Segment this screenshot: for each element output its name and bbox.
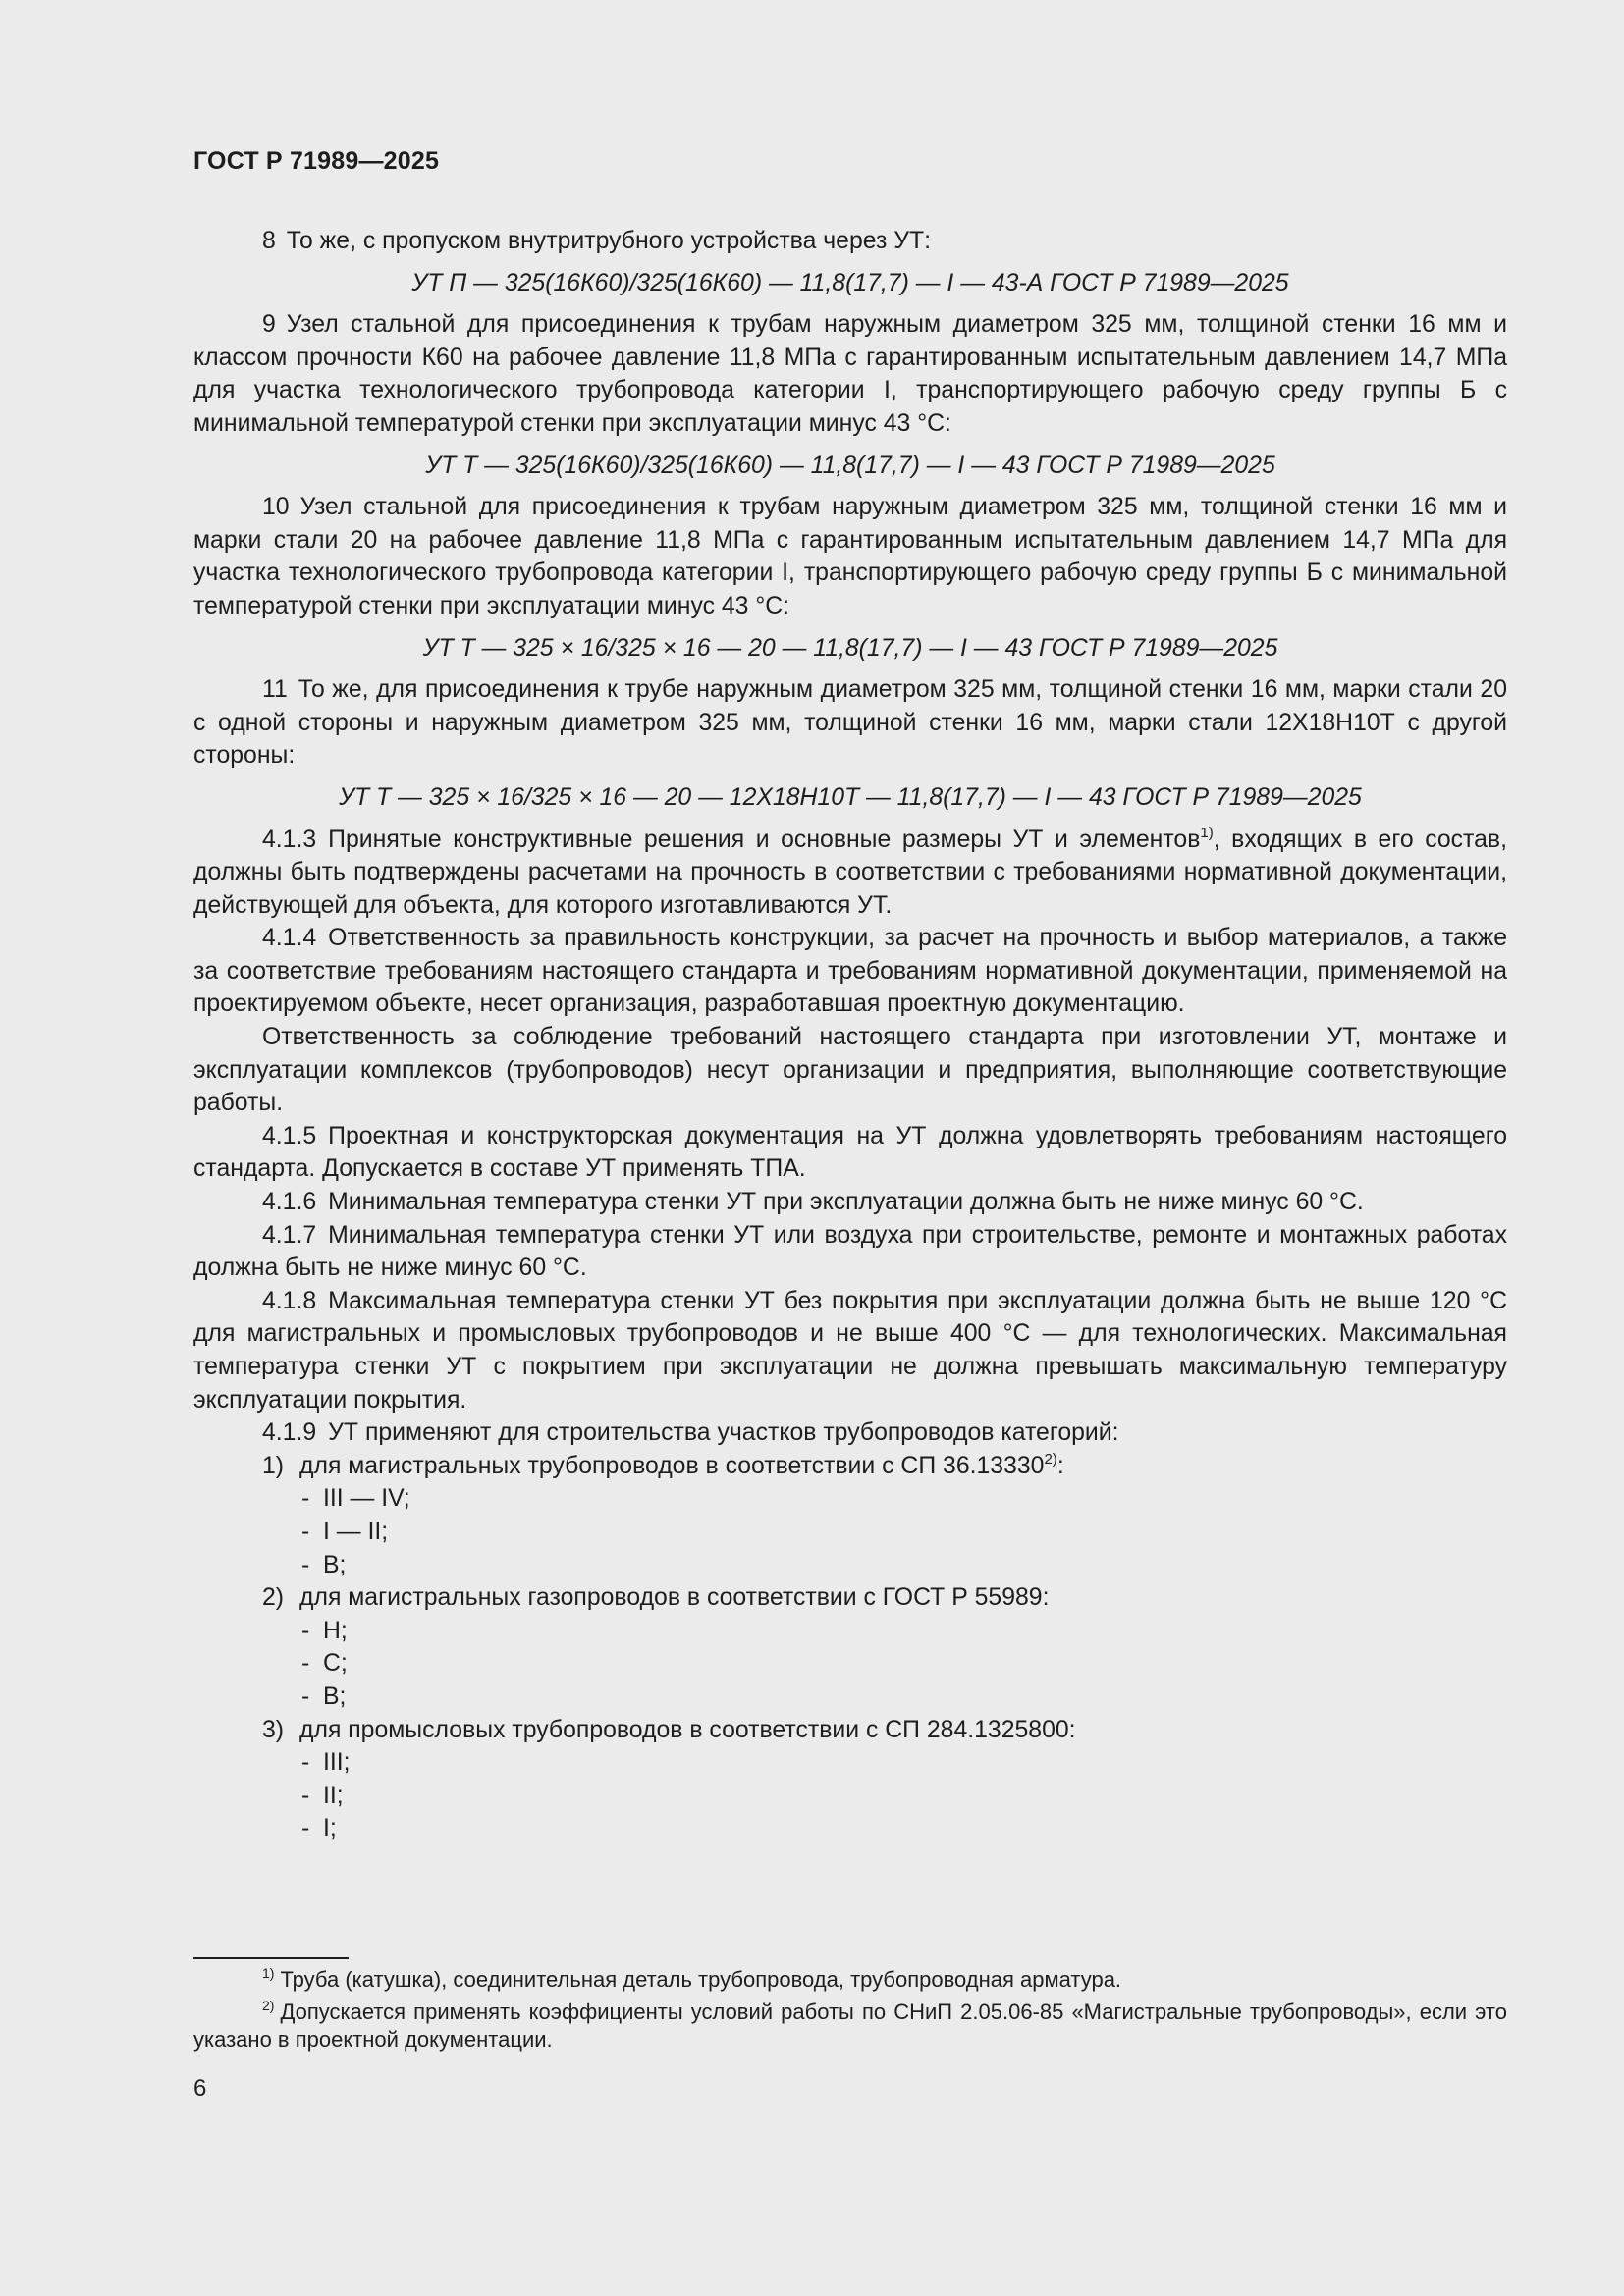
category-subitem	[193, 1812, 1507, 1845]
list-marker: 1)	[262, 1452, 285, 1479]
list-marker: 2)	[262, 1584, 285, 1612]
section-number: 4.1.7	[262, 1221, 317, 1249]
dash-marker: -	[301, 1682, 310, 1710]
dash-marker: -	[301, 1485, 310, 1513]
category-subitem	[193, 1746, 1507, 1780]
dash-marker: -	[301, 1551, 310, 1578]
section-text: Минимальная температура стенки УТ при эксплуатации должна быть не ниже минус 60 °С.	[328, 1189, 1364, 1216]
subitem-text: В;	[323, 1682, 347, 1710]
category-subitem	[193, 1647, 1507, 1681]
footnote-1	[193, 1966, 1507, 1994]
footnote-text: Допускается применять коэффициенты условий работы по СНиП 2.05.06-85 «Магистральные трубопроводы», если это указано в проектной документации.	[193, 2000, 1507, 2052]
section-4-1-7	[193, 1219, 1507, 1285]
subitem-text: II;	[323, 1782, 344, 1809]
designation-formula: УТ Т — 325 × 16/325 × 16 — 20 — 11,8(17,7) — I — 43 ГОСТ Р 71989—2025	[422, 634, 1278, 662]
page-number: 6	[193, 2075, 207, 2102]
example-number: 9	[262, 311, 276, 339]
footnote-mark: 1)	[262, 1965, 275, 1981]
designation-formula: УТ П — 325(16К60)/325(16К60) — 11,8(17,7) — I — 43-А ГОСТ Р 71989—2025	[411, 269, 1289, 296]
list-marker: 3)	[262, 1716, 285, 1743]
document-header: ГОСТ Р 71989—2025	[193, 147, 440, 175]
example-text: Узел стальной для присоединения к трубам наружным диаметром 325 мм, толщиной стенки 16 мм и марки стали 20 на рабочее давление 11,8 МПа с гарантированным испытательным давлением 14,7 МПа для участка технологического трубопровода категории I, транспортирующего рабочую среду группы Б с минимальной температурой стенки при эксплуатации минус 43 °С:	[193, 494, 1507, 619]
example-number: 8	[262, 228, 276, 254]
section-4-1-4	[193, 922, 1507, 1021]
footnote-ref: 2)	[1044, 1450, 1057, 1468]
subitem-text: III;	[323, 1749, 351, 1777]
subitem-text: III — IV;	[323, 1485, 410, 1513]
section-4-1-9	[193, 1416, 1507, 1450]
subitem-text: I;	[323, 1815, 337, 1842]
subitem-text: Н;	[323, 1617, 348, 1644]
section-4-1-4-para2: Ответственность за соблюдение требований настоящего стандарта при изготовлении УТ, монтаже и эксплуатации комплексов (трубопроводов) несут организации и предприятия, выполняющие соответствующие работы.	[193, 1024, 1507, 1117]
category-subitem	[193, 1482, 1507, 1516]
list-item-text: для магистральных трубопроводов в соответствии с СП 36.13330	[299, 1452, 1045, 1479]
dash-marker: -	[301, 1749, 310, 1777]
section-number: 4.1.5	[262, 1122, 317, 1149]
category-subitem	[193, 1780, 1507, 1813]
category-list-item	[193, 1714, 1507, 1747]
dash-marker: -	[301, 1617, 310, 1644]
example-11	[193, 673, 1507, 773]
subitem-text: I — II;	[323, 1518, 389, 1545]
example-10	[193, 491, 1507, 622]
footnotes	[193, 1966, 1507, 2058]
footnote-2	[193, 1999, 1507, 2054]
dash-marker: -	[301, 1815, 310, 1842]
category-subitem	[193, 1549, 1507, 1582]
example-number: 11	[262, 676, 288, 704]
dash-marker: -	[301, 1518, 310, 1545]
designation-formula: УТ Т — 325 × 16/325 × 16 — 20 — 12Х18Н10Т — 11,8(17,7) — I — 43 ГОСТ Р 71989—2025	[339, 783, 1362, 811]
list-item-text: для промысловых трубопроводов в соответствии с СП 284.1325800:	[299, 1716, 1076, 1743]
section-4-1-3	[193, 824, 1507, 923]
category-list-item	[193, 1450, 1507, 1483]
section-4-1-8	[193, 1285, 1507, 1416]
example-8	[193, 225, 1507, 258]
category-subitem	[193, 1516, 1507, 1549]
section-4-1-5	[193, 1120, 1507, 1186]
section-number: 4.1.3	[262, 826, 317, 853]
section-4-1-6	[193, 1186, 1507, 1219]
designation-formula: УТ Т — 325(16К60)/325(16К60) — 11,8(17,7) — I — 43 ГОСТ Р 71989—2025	[425, 452, 1275, 479]
example-text: То же, с пропуском внутритрубного устройства через УТ:	[286, 228, 932, 254]
example-9	[193, 308, 1507, 440]
footnote-ref: 1)	[1200, 824, 1214, 841]
footnote-text: Труба (катушка), соединительная деталь трубопровода, трубопроводная арматура.	[280, 1967, 1122, 1992]
example-text: То же, для присоединения к трубе наружным диаметром 325 мм, толщиной стенки 16 мм, марки стали 20 с одной стороны и наружным диаметром 325 мм, толщиной стенки 16 мм, марки стали 12Х18Н10Т с другой стороны:	[193, 676, 1507, 770]
example-text: Узел стальной для присоединения к трубам наружным диаметром 325 мм, толщиной стенки 16 мм и классом прочности К60 на рабочее давление 11,8 МПа с гарантированным испытательным давлением 14,7 МПа для участка технологического трубопровода категории I, транспортирующего рабочую среду группы Б с минимальной температурой стенки при эксплуатации минус 43 °С:	[193, 311, 1507, 437]
subitem-text: С;	[323, 1650, 348, 1678]
section-text: Минимальная температура стенки УТ или воздуха при строительстве, ремонте и монтажных работах должна быть не ниже минус 60 °С.	[193, 1221, 1507, 1282]
section-text: Ответственность за правильность конструкции, за расчет на прочность и выбор материалов, а также за соответствие требованиям настоящего стандарта и требованиям нормативной документации, применяемой на проектируемом объекте, несет организация, разработавшая проектную документацию.	[193, 925, 1507, 1018]
category-list-item	[193, 1581, 1507, 1615]
document-body	[193, 225, 1507, 1845]
section-number: 4.1.9	[262, 1419, 317, 1447]
section-number: 4.1.8	[262, 1287, 317, 1314]
section-text: Принятые конструктивные решения и основные размеры УТ и элементов	[328, 826, 1201, 853]
category-subitem	[193, 1681, 1507, 1714]
dash-marker: -	[301, 1650, 310, 1678]
section-text: Максимальная температура стенки УТ без покрытия при эксплуатации должна быть не выше 120 °С для магистральных и промысловых трубопроводов и не выше 400 °С — для технологических. Максимальная температура стенки УТ с покрытием при эксплуатации не должна превышать максимальную температуру эксплуатации покрытия.	[193, 1287, 1507, 1414]
footnote-mark: 2)	[262, 1998, 275, 2013]
list-item-tail: :	[1056, 1452, 1064, 1479]
section-text-cont: , входящих в его состав, должны быть подтверждены расчетами на прочность в соответствии с требованиями нормативной документации, действующей для объекта, для которого изготавливаются УТ.	[193, 826, 1507, 919]
example-number: 10	[262, 494, 290, 521]
dash-marker: -	[301, 1782, 310, 1809]
category-subitem	[193, 1615, 1507, 1648]
list-item-text: для магистральных газопроводов в соответствии с ГОСТ Р 55989:	[299, 1584, 1050, 1612]
section-number: 4.1.6	[262, 1189, 317, 1216]
section-number: 4.1.4	[262, 925, 317, 952]
section-text: Проектная и конструкторская документация на УТ должна удовлетворять требованиям настоящего стандарта. Допускается в составе УТ применять ТПА.	[193, 1122, 1507, 1183]
footnote-divider	[193, 1957, 349, 1959]
section-text: УТ применяют для строительства участков трубопроводов категорий:	[328, 1419, 1119, 1447]
subitem-text: В;	[323, 1551, 347, 1578]
